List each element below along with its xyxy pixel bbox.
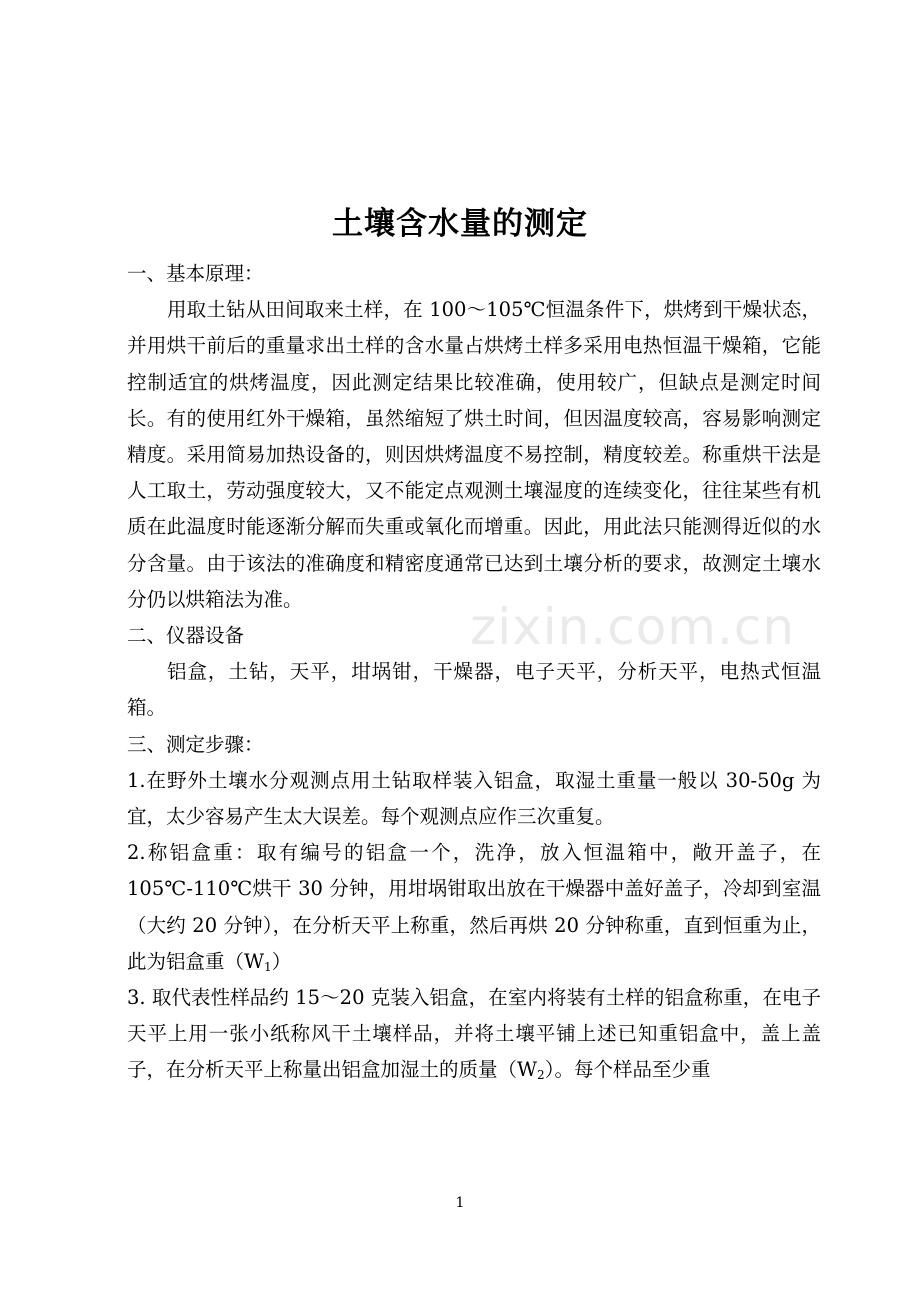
- section-heading-equipment: 二、仪器设备: [127, 624, 245, 648]
- step-2-text: 2.称铝盒重：取有编号的铝盒一个，洗净，放入恒温箱中，敞开盖子，在 105℃-110℃烘干 30 分钟，用坩埚钳取出放在干燥器中盖好盖子，冷却到室温（大约 20 分钟），在分析天平上称重，然后再烘 20 分钟称重，直到恒重为止，此为铝盒重（W: [127, 841, 821, 973]
- section-heading-steps: 三、测定步骤：: [127, 732, 264, 756]
- document-body: [127, 256, 821, 1089]
- step-2-subscript: 1: [264, 959, 272, 974]
- principle-paragraph: 用取土钻从田间取来土样，在 100～105℃恒温条件下，烘烤到干燥状态，并用烘干前后的重量求出土样的含水量占烘烤土样多采用电热恒温干燥箱，它能控制适宜的烘烤温度，因此测定结果比较准确，使用较广，但缺点是测定时间长。有的使用红外干燥箱，虽然缩短了烘土时间，但因温度较高，容易影响测定精度。采用简易加热设备的，则因烘烤温度不易控制，精度较差。称重烘干法是人工取土，劳动强度较大，又不能定点观测土壤湿度的连续变化，往往某些有机质在此温度时能逐渐分解而失重或氧化而增重。因此，用此法只能测得近似的水分含量。由于该法的准确度和精密度通常已达到土壤分析的要求，故测定土壤水分仍以烘箱法为准。: [127, 298, 821, 611]
- step-3-paragraph: [127, 980, 821, 1089]
- step-2-paragraph: [127, 835, 821, 980]
- document-title: 土壤含水量的测定: [332, 206, 588, 242]
- watermark: zixin.com.cn: [470, 598, 796, 656]
- step-2-end: ）: [271, 949, 292, 973]
- page-number: 1: [455, 1195, 465, 1211]
- step-1-paragraph: 1.在野外土壤水分观测点用土钻取样装入铝盒，取湿土重量一般以 30-50g 为宜，太少容易产生太大误差。每个观测点应作三次重复。: [127, 768, 821, 829]
- section-heading-principle: 一、基本原理：: [127, 262, 264, 285]
- step-3-text: 3. 取代表性样品约 15～20 克装入铝盒，在室内将装有土样的铝盒称重，在电子天平上用一张小纸称风干土壤样品，并将土壤平铺上述已知重铝盒中，盖上盖子，在分析天平上称量出铝盒加湿土的质量（W: [127, 986, 821, 1082]
- step-3-end: ）。每个样品至少重: [544, 1058, 711, 1082]
- step-3-subscript: 2: [537, 1068, 545, 1083]
- equipment-paragraph: 铝盒，土钻，天平，坩埚钳，干燥器，电子天平，分析天平，电热式恒温箱。: [127, 660, 821, 720]
